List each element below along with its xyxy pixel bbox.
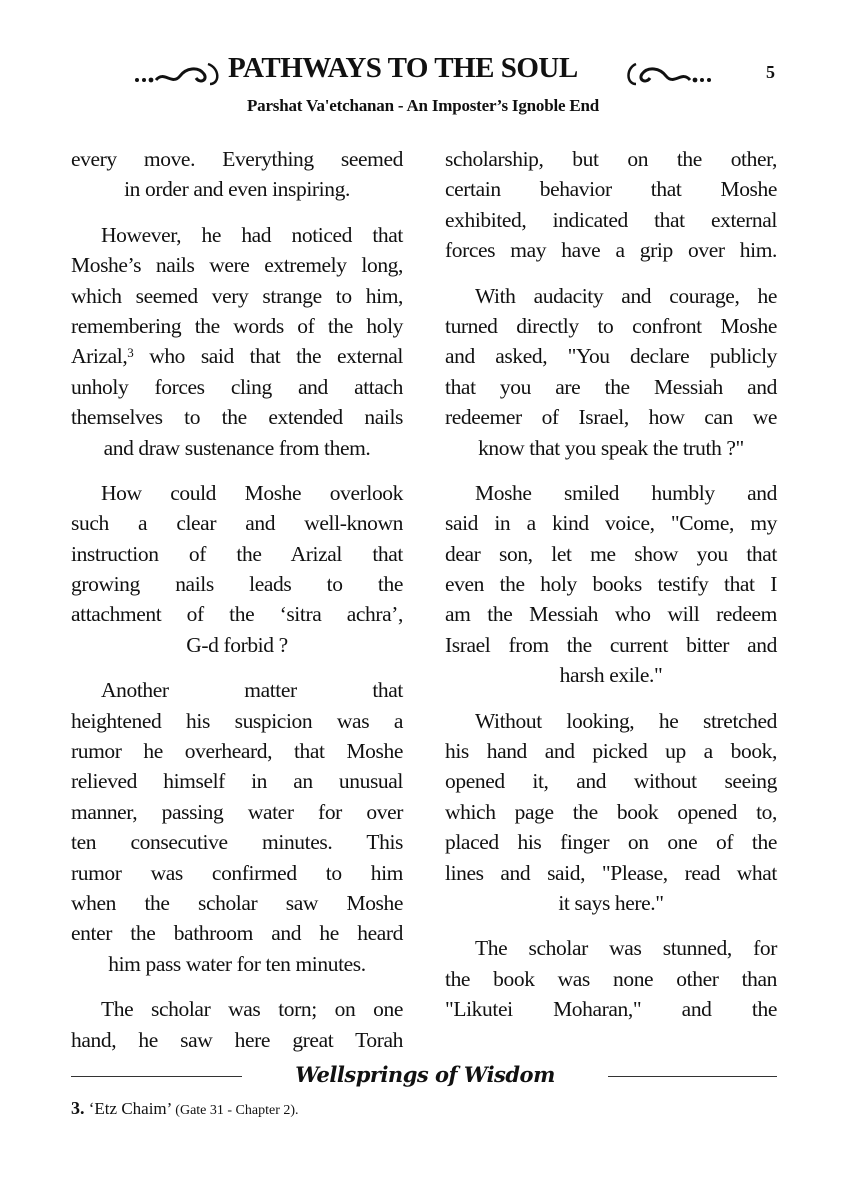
text-line: such a clear and well-known [71,511,403,536]
paragraph [71,478,403,660]
text-line: Another matter that [101,678,403,703]
text-line: However, he had noticed that [101,222,403,247]
left-column [71,144,403,1070]
text-line: when the scholar saw Moshe [71,890,403,915]
text-line: dear son, let me show you that [445,541,777,566]
text-line: G-d forbid ? [186,632,288,657]
text-line: and draw sustenance from them. [103,435,371,460]
book-title: PATHWAYS TO THE SOUL [228,52,578,84]
text-line: rumor was confirmed to him [71,860,403,885]
chapter-subtitle: Parshat Va'etchanan - An Imposter’s Ignoble End [246,96,600,115]
text-line: that you are the Messiah and [445,374,777,399]
text-line: hand, he saw here great Torah [71,1027,403,1052]
text-line: am the Messiah who will redeem [445,602,777,627]
paragraph [71,144,403,205]
text-line: The scholar was stunned, for [475,936,777,961]
paragraph [445,933,777,1024]
text-line: every move. Everything seemed [71,147,403,171]
text-line: instruction of the Arizal that [71,541,403,566]
text-line: redeemer of Israel, how can we [445,405,777,430]
paragraph [445,144,777,266]
text-line: know that you speak the truth ?" [478,435,744,460]
text-line: enter the bathroom and he heard [71,921,403,946]
text-line: and asked, "You declare publicly [445,344,777,369]
text-line: Israel from the current bitter and [445,632,777,657]
text-line [71,341,403,371]
text-line: ten consecutive minutes. This [71,830,403,855]
left-ornament-icon [134,60,224,88]
text-line: The scholar was torn; on one [101,997,403,1022]
footnote [71,1098,299,1119]
text-line: which page the book opened to, [445,799,777,824]
footer-brand [242,1062,608,1090]
text-line: forces may have a grip over him. [445,238,777,263]
text-line: lines and said, "Please, read what [445,860,777,885]
text-line: even the holy books testify that I [445,572,777,597]
text-line: which seemed very strange to him, [71,283,403,308]
running-header [0,52,846,92]
paragraph [445,706,777,919]
text-line: Without looking, he stretched [475,708,777,733]
paragraph [71,994,403,1055]
text-line: Moshe smiled humbly and [475,480,777,505]
right-ornament-icon [622,60,712,88]
text-line: manner, passing water for over [71,799,403,824]
text-segment: Arizal, [71,344,128,369]
text-line: With audacity and courage, he [475,283,777,308]
text-line: it says here." [558,890,664,915]
text-line: exhibited, indicated that external [445,207,777,232]
text-line: scholarship, but on the other, [445,147,777,171]
text-line: themselves to the extended nails [71,405,403,430]
brand-text: Wellsprings of Wisdom [295,1062,555,1087]
footnote-reference: (Gate 31 - Chapter 2). [175,1103,299,1118]
text-line: relieved himself in an unusual [71,769,403,794]
paragraph [445,281,777,463]
text-line: remembering the words of the holy [71,313,403,338]
text-line: opened it, and without seeing [445,769,777,794]
paragraph [71,675,403,979]
text-line: certain behavior that Moshe [445,177,777,202]
text-line: harsh exile." [559,663,663,688]
right-column [445,144,777,1040]
text-line: turned directly to confront Moshe [445,313,777,338]
text-line: in order and even inspiring. [124,177,350,202]
text-line: his hand and picked up a book, [445,739,777,764]
paragraph [71,220,403,463]
text-segment: who said that the external [133,344,403,369]
text-line: attachment of the ‘sitra achra’, [71,602,403,627]
text-line: growing nails leads to the [71,572,403,597]
footnote-title: ‘Etz Chaim’ [88,1099,172,1118]
text-line: heightened his suspicion was a [71,708,403,733]
text-line: the book was none other than [445,966,777,991]
page-number: 5 [766,62,775,82]
text-line: placed his finger on one of the [445,830,777,855]
text-line: rumor he overheard, that Moshe [71,739,403,764]
text-line: said in a kind voice, "Come, my [445,511,777,536]
text-line: him pass water for ten minutes. [108,951,366,976]
text-line: "Likutei Moharan," and the [445,997,777,1022]
footnote-number: 3. [71,1098,85,1118]
text-line: Moshe’s nails were extremely long, [71,253,403,278]
text-line: How could Moshe overlook [101,480,403,505]
text-line: unholy forces cling and attach [71,374,403,399]
paragraph [445,478,777,691]
footnote-ref[interactable]: 3 [127,345,134,361]
